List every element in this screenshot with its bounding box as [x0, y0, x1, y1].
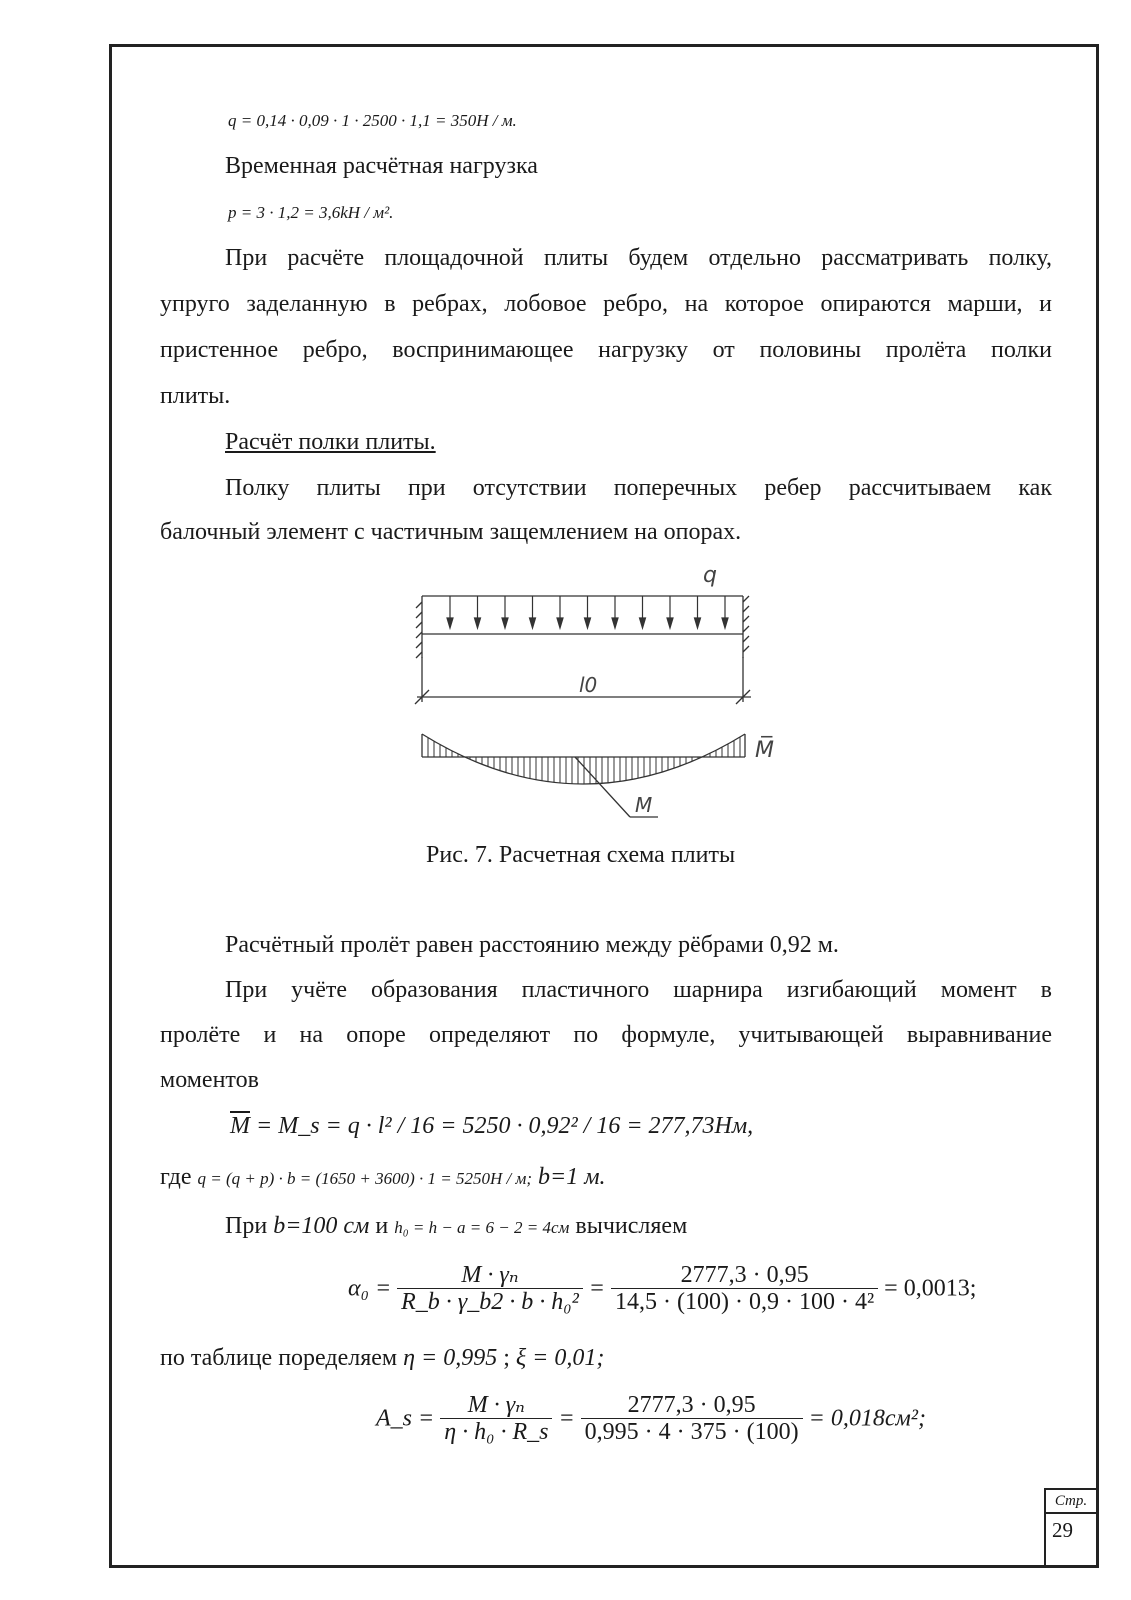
- load-arrow-head: [640, 618, 646, 628]
- table-eta: η = 0,995: [403, 1345, 498, 1371]
- as-result: = 0,018см²;: [808, 1405, 926, 1432]
- table-pre: по таблице поределяем: [160, 1345, 398, 1371]
- load-label: q: [703, 563, 717, 588]
- as-num1: M · γₙ: [467, 1392, 525, 1418]
- as-equation: A_s = $\frac{\text{M · γₙ}}{\text{η · h₀ · R\_s}}$ = $\frac{2777,3 \cdot 0,95}{0,995 \cdot 4 \cdot 375 \cdot (100)}$ = 0,018см²;: [376, 1392, 926, 1445]
- equation-p: p = 3 · 1,2 = 3,6kH / м².: [228, 203, 394, 222]
- as-num2: 2777,3 · 0,95: [627, 1392, 756, 1418]
- calc-post: вычисляем: [575, 1213, 688, 1239]
- alpha-lhs: α₀ =: [348, 1275, 392, 1302]
- para1-line4: плиты.: [160, 383, 231, 409]
- load-arrow-head: [530, 618, 536, 628]
- load-arrow-head: [502, 618, 508, 628]
- calc-and: и: [375, 1213, 389, 1239]
- para1-line2: упруго заделанную в ребрах, лобовое ребро, на которое опираются марши, и: [160, 291, 1052, 317]
- para4-line1: При учёте образования пластичного шарнира изгибающий момент в: [225, 977, 1052, 1003]
- load-arrow-head: [722, 618, 728, 628]
- as-den2: 0,995 · 4 · 375 · (100): [581, 1418, 803, 1445]
- calc-pre: При: [225, 1213, 268, 1239]
- load-arrow-head: [475, 618, 481, 628]
- moment-equation-body: = M_s = q · l² / 16 = 5250 · 0,92² / 16 = 277,73Нм,: [256, 1113, 754, 1139]
- where-equation: q = (q + p) · b = (1650 + 3600) · 1 = 5250H / м;: [197, 1169, 533, 1188]
- page-stamp: [1044, 1488, 1096, 1567]
- alpha-den2: 14,5 · (100) · 0,9 · 100 · 4²: [611, 1288, 878, 1315]
- right-support-hatch: [743, 596, 749, 652]
- calc-b: b=100 см: [273, 1213, 370, 1239]
- moment-bar-label: M̅: [755, 738, 774, 763]
- calc-h0: h₀ = h − a = 6 − 2 = 4см: [394, 1218, 570, 1237]
- alpha-num1: M · γₙ: [461, 1262, 519, 1288]
- table-xi: ξ = 0,01;: [515, 1345, 605, 1371]
- table-line: [160, 1344, 604, 1372]
- para2-line2: балочный элемент с частичным защемлением на опорах.: [160, 519, 742, 545]
- where-label: где: [160, 1164, 192, 1190]
- as-lhs: A_s =: [376, 1405, 435, 1432]
- para1-line3: пристенное ребро, воспринимающее нагрузку от половины пролёта полки: [160, 337, 1052, 363]
- para2-line1: Полку плиты при отсутствии поперечных ребер рассчитываем как: [225, 475, 1052, 501]
- alpha-equation: α₀ = $\frac{\text{M · γₙ}}{\text{R\_b · γ\_b2 · b · h₀²}}$ = $\frac{2777,3 \cdot 0,95}{\text{14,5 · (100) · 0,9 · 100 · 4²}}$ = 0,0013;: [348, 1262, 977, 1315]
- stamp-label: Стр.: [1046, 1490, 1096, 1514]
- calc-intro: [225, 1212, 687, 1242]
- load-arrow-head: [695, 618, 701, 628]
- temp-load-label: Временная расчётная нагрузка: [225, 153, 538, 179]
- load-arrow-head: [447, 618, 453, 628]
- beam-diagram: [405, 562, 774, 827]
- alpha-result: = 0,0013;: [884, 1275, 977, 1302]
- section-heading: Расчёт полки плиты.: [225, 429, 436, 455]
- para4-line2: пролёте и на опоре определяют по формуле, учитывающей выравнивание: [160, 1022, 1052, 1048]
- load-arrow-head: [667, 618, 673, 628]
- as-den1: η · h₀ · R_s: [440, 1418, 552, 1445]
- equation-q: q = 0,14 · 0,09 · 1 · 2500 · 1,1 = 350H / м.: [228, 111, 517, 130]
- moment-label: M: [635, 793, 653, 817]
- where-line: [160, 1163, 606, 1193]
- moment-equation: [230, 1112, 753, 1140]
- span-label: l0: [579, 673, 598, 697]
- moment-symbol: $\overline{M}$: [230, 1113, 250, 1139]
- load-arrow-head: [557, 618, 563, 628]
- para4-line3: моментов: [160, 1067, 259, 1093]
- figure-caption: Рис. 7. Расчетная схема плиты: [426, 842, 736, 868]
- page-number: 29: [1052, 1518, 1073, 1542]
- where-b: b=1 м.: [538, 1164, 606, 1190]
- left-support-hatch: [416, 602, 422, 658]
- para1-line1: При расчёте площадочной плиты будем отдельно рассматривать полку,: [225, 245, 1052, 271]
- load-arrow-head: [585, 618, 591, 628]
- alpha-den1: R_b · γ_b2 · b · h₀²: [397, 1288, 583, 1315]
- table-sep: ;: [503, 1345, 510, 1371]
- alpha-num2: 2777,3 · 0,95: [680, 1262, 809, 1288]
- load-arrow-head: [612, 618, 618, 628]
- para3: Расчётный пролёт равен расстоянию между рёбрами 0,92 м.: [225, 932, 839, 958]
